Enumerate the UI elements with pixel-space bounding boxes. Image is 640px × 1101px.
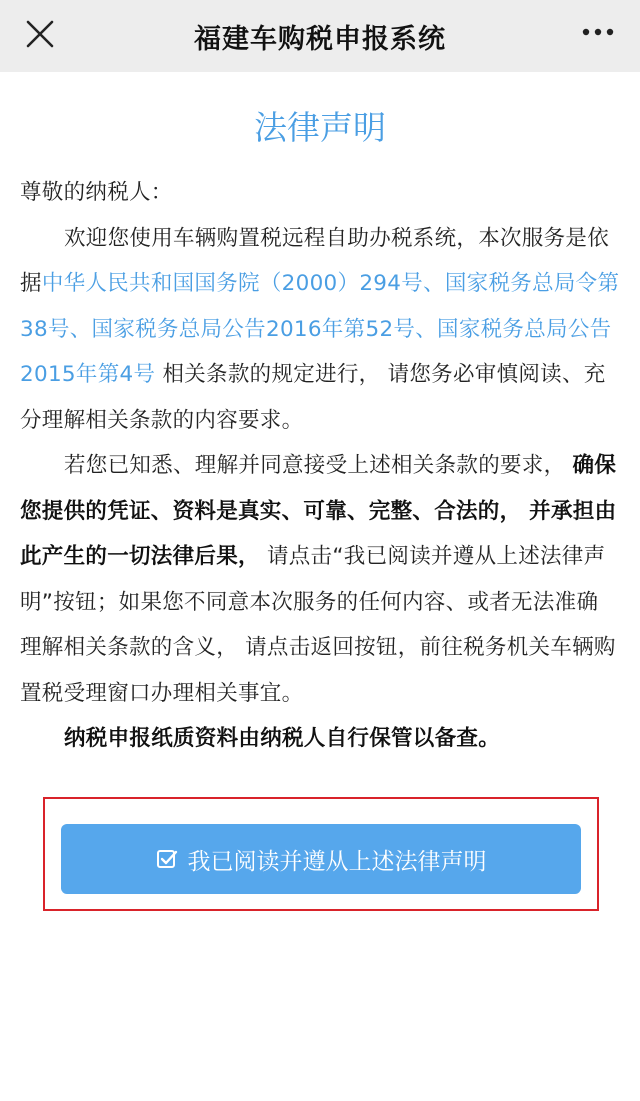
- consent-text: 若您已知悉、理解并同意接受上述相关条款的要求，: [64, 453, 566, 478]
- salutation: 尊敬的纳税人：: [20, 180, 173, 205]
- checkbox-checked-icon: [156, 848, 178, 870]
- consent-text-tail: 请点击“我已阅读并遵从上述法律声明”按钮；如果您不同意本次服务的任何内容、或者无法准确理解相关条款的含义， 请点击返回按钮，前往税务机关车辆购置税受理窗口办理相关事宜。: [20, 544, 616, 706]
- close-icon[interactable]: [22, 16, 58, 52]
- regulation-links[interactable]: 中华人民共和国国务院（2000）294号、国家税务总局令第38号、国家税务总局公告2016年第52号、国家税务总局公告2015年第4号: [20, 271, 620, 387]
- more-icon[interactable]: [578, 14, 618, 50]
- intro-text: 欢迎您使用车辆购置税远程自助办税系统，本次服务是依据: [20, 225, 610, 296]
- paragraph-consent: [20, 443, 620, 716]
- paragraph-notice: 纳税申报纸质资料由纳税人自行保管以备查。: [64, 726, 501, 751]
- top-bar: [0, 0, 640, 72]
- agree-button[interactable]: [61, 824, 581, 894]
- page-title: 法律声明: [254, 108, 386, 147]
- consent-bold-text: 确保您提供的凭证、资料是真实、可靠、完整、合法的， 并承担由此产生的一切法律后果，: [20, 453, 617, 569]
- agree-button-label: 我已阅读并遵从上述法律声明: [187, 848, 487, 875]
- legal-statement: [20, 100, 620, 762]
- paragraph-intro: [20, 216, 620, 444]
- intro-text-tail: 相关条款的规定进行， 请您务必审慎阅读、充分理解相关条款的内容要求。: [20, 362, 606, 433]
- app-title: 福建车购税申报系统: [194, 23, 446, 55]
